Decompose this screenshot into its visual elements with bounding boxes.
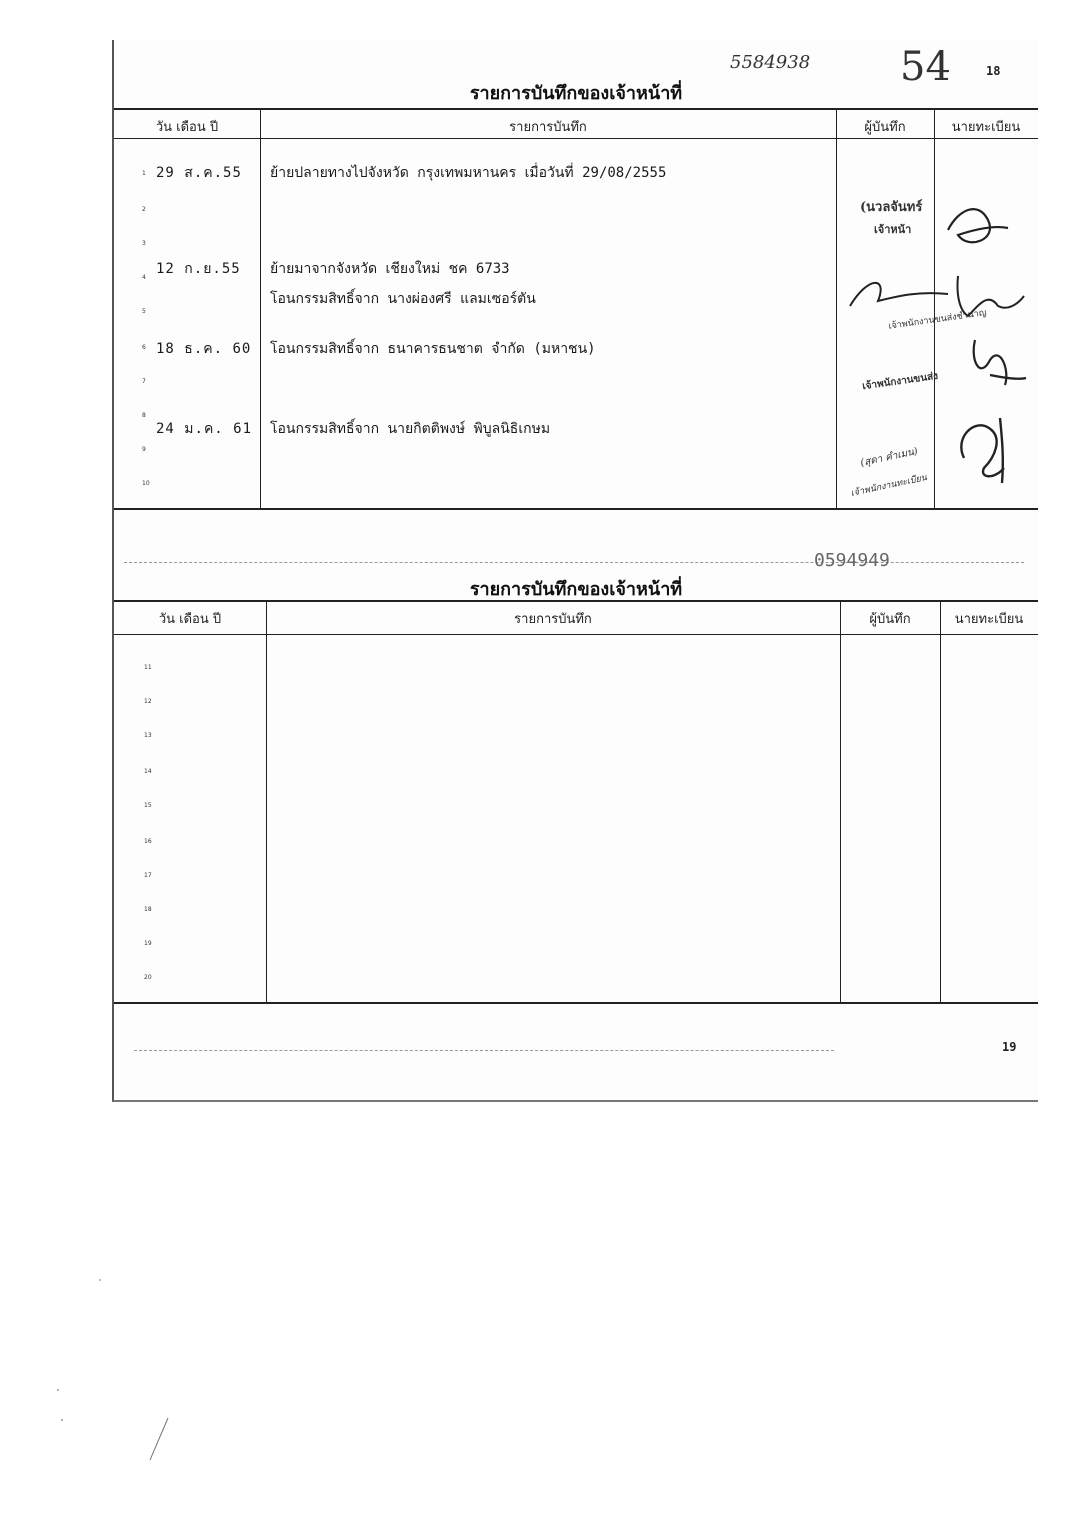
official-stamp: (นวลจันทร์: [860, 200, 923, 215]
line-number: 13: [144, 732, 152, 739]
registration-sheet: [112, 40, 1038, 1102]
section-title-top: รายการบันทึกของเจ้าหน้าที่: [469, 83, 683, 104]
signature-mark: [944, 408, 1024, 488]
official-stamp: เจ้าพนักงานขนส่งชำนาญ: [887, 308, 988, 332]
col-divider-2: [836, 108, 837, 508]
line-number: 7: [142, 378, 146, 385]
line-number: 17: [144, 872, 152, 879]
line-number: 19: [144, 940, 152, 947]
entry-date: 24 ม.ค. 61: [156, 421, 253, 437]
entry-text: โอนกรรมสิทธิ์จาก นายกิตติพงษ์ พิบูลนิธิเกษม: [270, 421, 551, 437]
col-header-entry: รายการบันทึก: [509, 120, 587, 135]
col-header-entry: รายการบันทึก: [514, 612, 592, 627]
table-top-border: [114, 600, 1038, 602]
line-number: 3: [142, 240, 146, 247]
line-number: 9: [142, 446, 146, 453]
line-number: 15: [144, 802, 152, 809]
col-header-registrar: นายทะเบียน: [951, 120, 1021, 135]
table-top-border: [114, 108, 1038, 110]
table-bottom-border: [114, 508, 1038, 510]
entry-date: 29 ส.ค.55: [156, 165, 242, 181]
col-header-date: วัน เดือน ปี: [155, 120, 219, 135]
entry-date: 18 ธ.ค. 60: [156, 341, 252, 357]
entry-date: 12 ก.ย.55: [156, 261, 241, 277]
line-number: 1: [142, 170, 146, 177]
line-number: 6: [142, 344, 146, 351]
col-header-registrar: นายทะเบียน: [954, 612, 1024, 627]
line-number: 16: [144, 838, 152, 845]
entry-text: โอนกรรมสิทธิ์จาก นางผ่องศรี แลมเซอร์ตัน: [270, 291, 536, 307]
scan-noise: [40, 1260, 240, 1480]
line-number: 2: [142, 206, 146, 213]
line-number: 5: [142, 308, 146, 315]
col-divider-3: [940, 600, 941, 1004]
official-stamp: เจ้าพนักงานทะเบียน: [850, 473, 928, 499]
table-bottom-border: [114, 1002, 1038, 1004]
line-number: 10: [142, 480, 150, 487]
official-stamp: (สุดา คำเมน): [859, 446, 919, 469]
line-number: 14: [144, 768, 152, 775]
col-divider-1: [260, 108, 261, 508]
col-header-date: วัน เดือน ปี: [158, 612, 222, 627]
signature-mark: [960, 330, 1030, 390]
line-number: 11: [144, 664, 152, 671]
header-bottom-border: [114, 634, 1038, 635]
page-number-bottom: 19: [1002, 1040, 1017, 1054]
signature-mark: [938, 190, 1018, 260]
official-stamp: เจ้าพนักงานขนส่ง: [861, 370, 939, 393]
section-title-bottom: รายการบันทึกของเจ้าหน้าที่: [469, 579, 683, 600]
col-divider-2: [840, 600, 841, 1004]
header-bottom-border: [114, 138, 1038, 139]
entry-text: ย้ายมาจากจังหวัด เชียงใหม่ ชค 6733: [270, 261, 510, 277]
line-number: 8: [142, 412, 146, 419]
col-header-recorder: ผู้บันทึก: [869, 612, 911, 627]
handwritten-number: 5584938: [730, 52, 811, 73]
line-number: 4: [142, 274, 146, 281]
line-number: 12: [144, 698, 152, 705]
col-divider-1: [266, 600, 267, 1004]
page-number-top: 18: [986, 64, 1001, 78]
entry-text: ย้ายปลายทางไปจังหวัด กรุงเทพมหานคร เมื่อวันที่ 29/08/2555: [270, 165, 667, 181]
line-number: 20: [144, 974, 152, 981]
entry-text: โอนกรรมสิทธิ์จาก ธนาคารธนชาต จำกัด (มหาชน): [270, 341, 596, 357]
official-stamp: เจ้าหน้า: [874, 223, 912, 236]
faded-number: 0594949: [814, 550, 890, 571]
line-number: 18: [144, 906, 152, 913]
col-header-recorder: ผู้บันทึก: [864, 120, 906, 135]
handwritten-page-number: 54: [900, 44, 951, 90]
signature-mark: [838, 266, 1028, 326]
faded-separator: [134, 1050, 834, 1051]
